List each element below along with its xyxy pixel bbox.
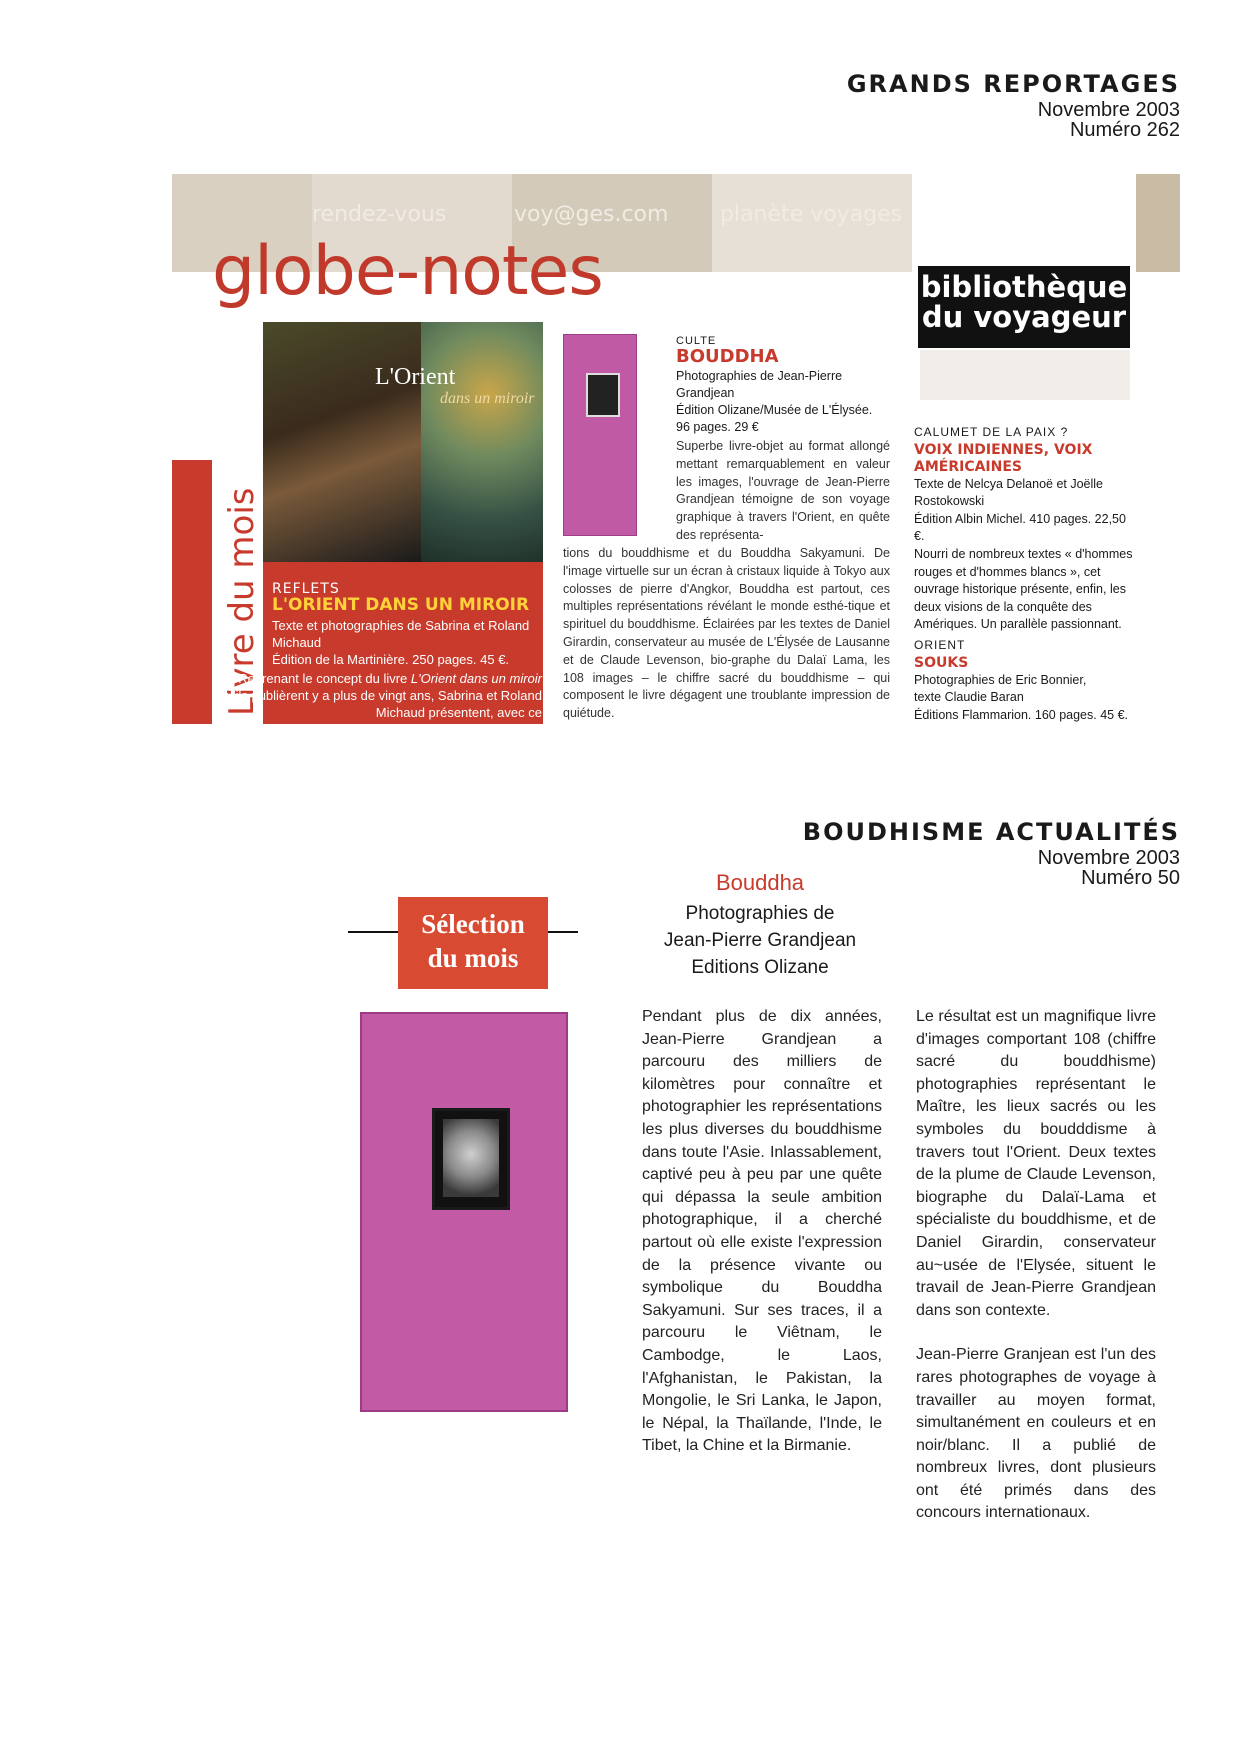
livre-du-mois-bar bbox=[172, 460, 212, 724]
cover-title: L'Orient bbox=[375, 364, 456, 390]
reflets-body-italic: L'Orient dans un miroir bbox=[410, 671, 542, 686]
calumet-body: Texte de Nelcya Delanoë et Joëlle Rostokowski Édition Albin Michel. 410 pages. 22,50 €. Nourri de nombreux textes « d'hommes rouges et d'hommes blancs », cet ouvrage historique présente, enfin, les deux visions de la conquête des Amériques. Un parallèle passionnant. bbox=[914, 476, 1133, 632]
book-sub-3: Editions Olizane bbox=[691, 957, 829, 978]
orient-body: Photographies de Eric Bonnier, texte Claudie Baran Éditions Flammarion. 160 pages. 45 €. bbox=[914, 672, 1129, 722]
publication-issue-2: Numéro 50 bbox=[1081, 867, 1180, 889]
publication-issue-1: Numéro 262 bbox=[1069, 119, 1180, 141]
tab-voyages-com: voy@ges.com bbox=[514, 202, 669, 227]
book-sub-1: Photographies de bbox=[685, 903, 835, 924]
cover-frame bbox=[432, 1108, 510, 1210]
selection-line-2: du mois bbox=[427, 943, 519, 973]
biblio-line-1: bibliothèque bbox=[920, 270, 1128, 304]
culte-body-1: Superbe livre-objet au format allongé mettant remarquablement en valeur les images, l'ouvrage de Jean-Pierre Grandjean témoigne de son voyage graphique à travers l'Orient, en quête des représenta- bbox=[676, 439, 890, 542]
orient-item bbox=[914, 637, 1134, 724]
tab-rendez-vous: rendez-vous bbox=[312, 202, 447, 227]
reflets-body bbox=[212, 670, 542, 721]
bibliotheque-box bbox=[918, 266, 1130, 348]
right-strip bbox=[920, 350, 1130, 400]
article-column-2 bbox=[916, 1006, 1156, 1547]
cover-photo-painting bbox=[421, 322, 543, 562]
reflets-headline: L'ORIENT DANS UN MIROIR bbox=[272, 595, 530, 615]
article-paragraph: Jean-Pierre Granjean est l'un des rares photographes de voyage à travailler au moyen format, simultanément en couleurs et en noir/blanc. Il a publié de nombreux livres, dont plusieurs ont été primés dans des concours internationaux. bbox=[916, 1346, 1156, 1522]
bouddha-book-thumbnail bbox=[563, 334, 637, 536]
culte-body-2: tions du bouddhisme et du Bouddha Sakyamuni. De l'image virtuelle sur un écran à cristaux liquide à Tokyo aux colosses de pierre d'Angkor, Bouddha est partout, ces multiples représentations révélant le monde esthé-tique et spirituel du bouddhisme. Éclairées par les textes de Daniel Girardin, conservateur au musée de L'Élysée de Lausanne et de Claude Levenson, bio-graphe du Dalaï Lama, les 108 images – le chiffre sacré du bouddhisme – qui composent le livre dégagent une troublante impression de quiétude. bbox=[563, 546, 890, 721]
publication-date-1: Novembre 2003 bbox=[1037, 99, 1180, 121]
buddha-face-image bbox=[586, 373, 620, 417]
publication-title-1: GRANDS REPORTAGES bbox=[846, 70, 1180, 98]
biblio-line-2: du voyageur bbox=[921, 300, 1127, 334]
article-paragraph: Le résultat est un magnifique livre d'images comportant 108 (chiffre sacré du bouddhisme) photographies représentant le Maître, les lieux sacrés ou les symboles du boudddisme à travers tout l'Orient. Deux textes de la plume de Claude Levenson, biographe du Dalaï-Lama et spécialiste du bouddhisme, et de Daniel Girardin, conservateur au~usée de l'Elysée, situent le travail de Jean-Pierre Grandjean dans son contexte. bbox=[916, 1008, 1156, 1319]
book-title: Bouddha bbox=[715, 870, 805, 895]
selection-du-mois-badge bbox=[398, 897, 548, 989]
culte-kicker: CULTE bbox=[676, 335, 717, 347]
tab-planete-voyages: planète voyages bbox=[720, 202, 903, 227]
article-column-1 bbox=[642, 1006, 882, 1480]
orient-headline: SOUKS bbox=[914, 654, 969, 671]
culte-credit: Photographies de Jean-Pierre Grandjean Édition Olizane/Musée de L'Élysée. 96 pages. 29 € bbox=[676, 369, 873, 434]
culte-headline: BOUDDHA bbox=[676, 346, 779, 367]
reflets-kicker: REFLETS bbox=[272, 581, 340, 597]
article-paragraph: Pendant plus de dix années, Jean-Pierre Grandjean a parcouru des milliers de kilomètres pour connaître et photographier les représentations les plus diverses du bouddhisme dans toute l'Asie. Inlassablement, captivé peu à peu par une quête qui dépassa la seule ambition photographique, il a cherché partout où elle existe l'expression de la présence vivante ou symbolique du Bouddha Sakyamuni. Sur ses traces, il a parcouru le Viêtnam, le Cambodge, le Laos, l'Afghanistan, le Pakistan, la Mongolie, le Sri Lanka, le Japon, le Népal, la Thaïlande, l'Inde, le Tibet, la Chine et la Birmanie. bbox=[642, 1008, 882, 1455]
cover-photo-portrait bbox=[263, 322, 421, 562]
reflets-body-intro: Reprenant le concept du livre bbox=[238, 671, 411, 686]
book-sub-2: Jean-Pierre Grandjean bbox=[663, 930, 857, 951]
book-subtitle bbox=[620, 900, 900, 981]
selection-line-1: Sélection bbox=[421, 909, 525, 939]
livre-du-mois-label: Livre du mois bbox=[222, 487, 262, 716]
calumet-kicker: CALUMET DE LA PAIX ? bbox=[914, 425, 1069, 439]
reflets-body-rest: qu'ils publièrent y a plus de vingt ans, Sabrina et Roland Michaud présentent, avec ce bbox=[218, 688, 542, 720]
publication-date-2: Novembre 2003 bbox=[1037, 847, 1180, 869]
buddha-face-image bbox=[443, 1119, 499, 1197]
calumet-headline: VOIX INDIENNES, VOIX AMÉRICAINES bbox=[914, 441, 1093, 475]
publication-title-2: BOUDHISME ACTUALITÉS bbox=[802, 818, 1180, 846]
orient-kicker: ORIENT bbox=[914, 638, 966, 652]
section-title: globe-notes bbox=[212, 232, 603, 311]
reflets-credit: Texte et photographies de Sabrina et Roland Michaud Édition de la Martinière. 250 pages. 45 €. bbox=[272, 618, 530, 667]
cover-subtitle: dans un miroir bbox=[440, 390, 535, 407]
bouddha-book-cover bbox=[360, 1012, 568, 1412]
calumet-item bbox=[914, 424, 1134, 634]
